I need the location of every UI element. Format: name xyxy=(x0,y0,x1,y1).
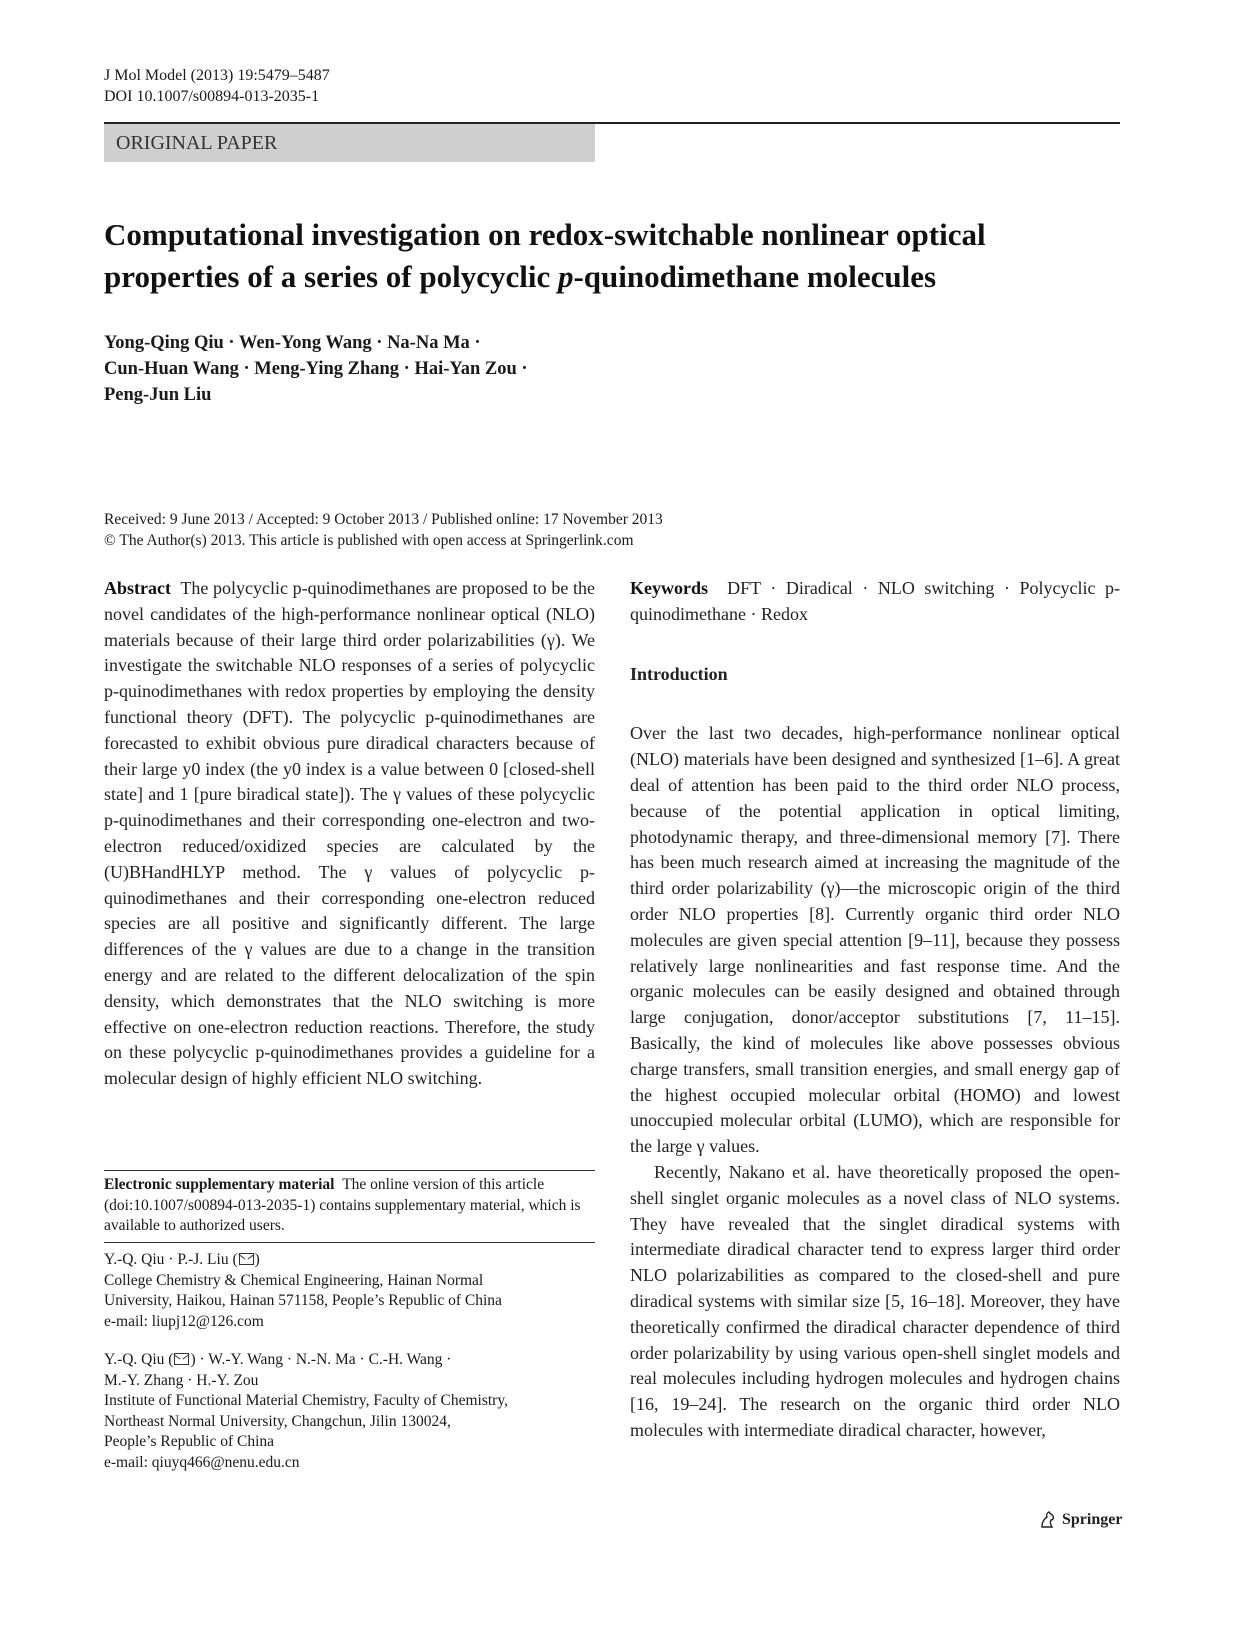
affiliation-2-line-4: Northeast Normal University, Changchun, Jilin 130024, xyxy=(104,1412,451,1430)
springer-logo xyxy=(1038,1510,1122,1530)
abstract xyxy=(104,576,595,1092)
supplementary-material-note xyxy=(104,1175,595,1237)
title-line-1: Computational investigation on redox-switchable nonlinear optical xyxy=(104,217,986,252)
doi: DOI 10.1007/s00894-013-2035-1 xyxy=(104,88,320,105)
affiliation-2-email[interactable]: e-mail: qiuyq466@nenu.edu.cn xyxy=(104,1453,300,1471)
title-line-2: properties of a series of polycyclic p-quinodimethane molecules xyxy=(104,259,937,294)
copyright-notice: © The Author(s) 2013. This article is published with open access at Springerlink.com xyxy=(104,532,634,549)
keywords xyxy=(630,576,1120,628)
authors-line-1: Yong-Qing Qiu · Wen-Yong Wang · Na-Na Ma · xyxy=(104,333,481,353)
right-column xyxy=(630,576,1120,1444)
affiliation-2-line-2: M.-Y. Zhang · H.-Y. Zou xyxy=(104,1371,259,1389)
affiliation-2-line-5: People’s Republic of China xyxy=(104,1433,275,1450)
affiliation-1-line-3: University, Haikou, Hainan 571158, People’s Republic of China xyxy=(104,1292,502,1309)
keywords-label: Keywords xyxy=(630,578,708,598)
authors-line-2: Cun-Huan Wang · Meng-Ying Zhang · Hai-Yan Zou · xyxy=(104,359,528,379)
envelope-icon xyxy=(174,1353,189,1365)
publisher-name: Springer xyxy=(1062,1511,1123,1528)
author-list xyxy=(104,330,528,408)
authors-line-3: Peng-Jun Liu xyxy=(104,385,212,405)
introduction-paragraph-1: Over the last two decades, high-performance nonlinear optical (NLO) materials have been designed and synthesized [1–6]. A great deal of attention has been paid to the third order NLO process, because of the potential application in optical limiting, photodynamic therapy, and three-dimensional memory [7]. There has been much research aimed at increasing the magnitude of the third order polarizability (γ)—the microscopic origin of the third order NLO properties [8]. Currently organic third order NLO molecules are given special attention [9–11], because they possess relatively large nonlinearities and fast response time. And the organic molecules can be easily designed and obtained through large conjugation, donor/acceptor substitutions [7, 11–15]. Basically, the kind of molecules like above possesses obvious charge transfers, small transition energies, and small energy gap of the highest occupied molecular orbital (HOMO) and lowest unoccupied molecular orbital (LUMO), which are responsible for the large γ values. xyxy=(630,723,1120,1157)
esm-label: Electronic supplementary material xyxy=(104,1176,335,1193)
paper-title xyxy=(104,214,1124,298)
introduction-paragraph-2: Recently, Nakano et al. have theoretically proposed the open-shell singlet organic molecules as a novel class of NLO systems. They have revealed that the singlet diradical systems with intermediate diradical character tend to express larger third order NLO polarizabilities as compared to the closed-shell and pure diradical systems with similar size [5, 16–18]. Moreover, they have theoretically confirmed the diradical character dependence of third order polarizability by using various open-shell singlet models and real molecules including hydrogen molecules and hydrogen chains [16, 19–24]. The research on the organic third order NLO molecules with intermediate diradical character, however, xyxy=(630,1161,1120,1440)
affiliation-2-line-3: Institute of Functional Material Chemistry, Faculty of Chemistry, xyxy=(104,1392,508,1409)
section-badge: ORIGINAL PAPER xyxy=(104,124,595,162)
esm-text: The online version of this article (doi:10.1007/s00894-013-2035-1) contains supplementary material, which is available to authorized users. xyxy=(104,1176,581,1234)
affiliation-1-line-2: College Chemistry & Chemical Engineering, Hainan Normal xyxy=(104,1271,484,1289)
esm-bottom-rule xyxy=(104,1242,595,1243)
envelope-icon xyxy=(239,1253,254,1265)
affiliation-2-names: Y.-Q. Qiu ( ) · W.-Y. Wang · N.-N. Ma · C.-H. Wang · xyxy=(104,1351,452,1368)
affiliation-1-names: Y.-Q. Qiu · P.-J. Liu ( ) xyxy=(104,1251,260,1268)
journal-reference: J Mol Model (2013) 19:5479–5487 xyxy=(104,67,330,84)
abstract-text: The polycyclic p-quinodimethanes are proposed to be the novel candidates of the high-performance nonlinear optical (NLO) materials because of their large third order polarizabilities (γ). We investigate the switchable NLO responses of a series of polycyclic p-quinodimethanes with redox properties by employing the density functional theory (DFT). The polycyclic p-quinodimethanes are forecasted to exhibit obvious pure diradical characters because of their large y0 index (the y0 index is a value between 0 [closed-shell state] and 1 [pure biradical state]). The γ values of these polycyclic p-quinodimethanes and their corresponding one-electron and two-electron reduced/oxidized species are calculated by the (U)BHandHLYP method. The γ values of polycyclic p-quinodimethanes and their corresponding one-electron reduced species are all positive and significantly different. The large differences of the γ values are due to a change in the transition energy and are related to the different delocalization of the spin density, which demonstrates that the NLO switching is more effective on one-electron reduction reactions. Therefore, the study on these polycyclic p-quinodimethanes provides a guideline for a molecular design of highly efficient NLO switching. xyxy=(104,578,596,1089)
affiliation-1-email[interactable]: e-mail: liupj12@126.com xyxy=(104,1312,264,1330)
esm-top-rule xyxy=(104,1170,595,1171)
horse-icon xyxy=(1038,1510,1058,1530)
abstract-label: Abstract xyxy=(104,578,171,598)
introduction-heading: Introduction xyxy=(630,663,728,684)
received-accepted-published: Received: 9 June 2013 / Accepted: 9 October 2013 / Published online: 17 November 2013 xyxy=(104,511,663,528)
publication-dates xyxy=(104,509,663,551)
keywords-text: DFT · Diradical · NLO switching · Polycyclic p-quinodimethane · Redox xyxy=(630,578,1121,624)
journal-header xyxy=(104,65,330,107)
affiliations xyxy=(104,1250,595,1473)
